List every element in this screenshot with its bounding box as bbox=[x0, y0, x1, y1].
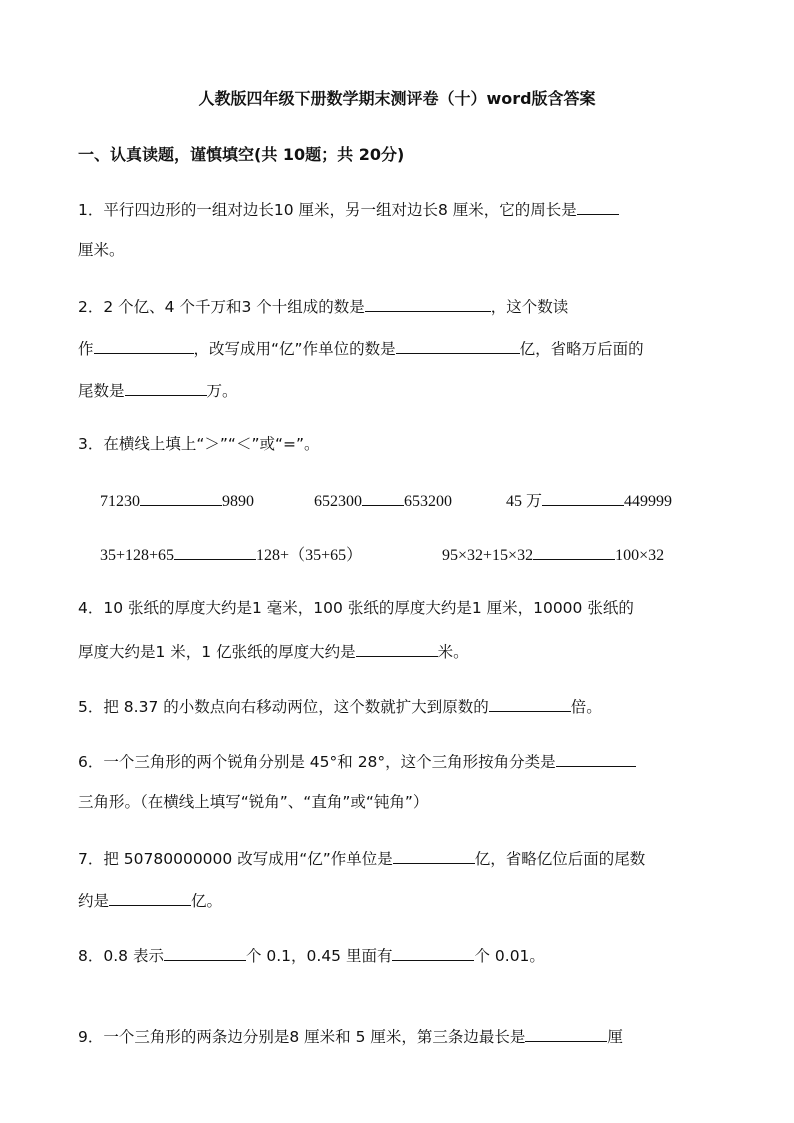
comparison-right: 449999 bbox=[624, 493, 673, 510]
question-3-text: 3．在横线上填上“＞”“＜”或“=”。 bbox=[78, 435, 320, 453]
answer-blank[interactable] bbox=[577, 198, 619, 215]
question-9-text: 厘 bbox=[607, 1028, 623, 1046]
question-2-text: ，改写成用“亿”作单位的数是 bbox=[193, 340, 396, 358]
question-2-text: 万。 bbox=[206, 382, 238, 400]
question-1-text: 1．平行四边形的一组对边长10 厘米，另一组对边长8 厘米，它的周长是 bbox=[78, 201, 577, 219]
comparison-right: 9890 bbox=[222, 493, 254, 510]
comparison-left: 35+128+65 bbox=[100, 547, 175, 564]
question-4-text: 厚度大约是1 米，1 亿张纸的厚度大约是 bbox=[78, 643, 356, 661]
answer-blank[interactable] bbox=[489, 695, 571, 712]
answer-blank[interactable] bbox=[365, 295, 491, 312]
question-4-text: 米。 bbox=[437, 643, 469, 661]
answer-blank[interactable] bbox=[94, 337, 194, 354]
comparison-left: 45 万 bbox=[506, 493, 543, 510]
question-7-line-2 bbox=[78, 889, 222, 911]
question-5-line-1 bbox=[78, 695, 602, 717]
question-2-text: 亿，省略万后面的 bbox=[519, 340, 644, 358]
page-title: 人教版四年级下册数学期末测评卷（十）word版含答案 bbox=[198, 89, 596, 108]
question-1-line-1 bbox=[78, 198, 619, 220]
question-6-text: 三角形。（在横线上填写“锐角”、“直角”或“钝角”） bbox=[78, 793, 429, 811]
question-7-text: 亿，省略亿位后面的尾数 bbox=[474, 850, 646, 868]
question-5-text: 倍。 bbox=[570, 698, 602, 716]
question-1-line-2 bbox=[78, 240, 125, 260]
question-8-text: 8．0.8 表示 bbox=[78, 947, 164, 965]
answer-blank[interactable] bbox=[362, 489, 404, 506]
question-6-text: 6．一个三角形的两个锐角分别是 45°和 28°，这个三角形按角分类是 bbox=[78, 753, 556, 771]
question-7-text: 7．把 50780000000 改写成用“亿”作单位是 bbox=[78, 850, 393, 868]
answer-blank[interactable] bbox=[174, 543, 256, 560]
question-2-text: ，这个数读 bbox=[490, 298, 569, 316]
question-8-line-1 bbox=[78, 944, 545, 966]
answer-blank[interactable] bbox=[533, 543, 615, 560]
question-1-text-end: 厘米。 bbox=[78, 241, 125, 259]
question-5-text: 5．把 8.37 的小数点向右移动两位，这个数就扩大到原数的 bbox=[78, 698, 489, 716]
comparison-item bbox=[506, 489, 672, 512]
comparison-item bbox=[100, 543, 362, 566]
comparison-right: 128+（35+65） bbox=[256, 547, 363, 564]
comparison-item bbox=[314, 489, 452, 512]
question-2-line-3 bbox=[78, 379, 238, 401]
question-3-line-1 bbox=[78, 434, 320, 454]
comparison-right: 100×32 bbox=[615, 547, 665, 564]
answer-blank[interactable] bbox=[392, 944, 474, 961]
answer-blank[interactable] bbox=[542, 489, 624, 506]
comparison-item bbox=[442, 543, 664, 566]
question-8-text: 个 0.01。 bbox=[474, 947, 545, 965]
question-7-line-1 bbox=[78, 847, 645, 869]
question-9-text: 9．一个三角形的两条边分别是8 厘米和 5 厘米，第三条边最长是 bbox=[78, 1028, 526, 1046]
question-7-text: 约是 bbox=[78, 892, 110, 910]
question-2-text: 作 bbox=[78, 340, 94, 358]
question-2-text: 尾数是 bbox=[78, 382, 125, 400]
comparison-left: 71230 bbox=[100, 493, 140, 510]
answer-blank[interactable] bbox=[393, 847, 475, 864]
comparison-left: 95×32+15×32 bbox=[442, 547, 534, 564]
question-4-text: 4．10 张纸的厚度大约是1 毫米，100 张纸的厚度大约是1 厘米，10000 张纸的 bbox=[78, 599, 634, 617]
section-heading: 一、认真读题，谨慎填空(共 10题；共 20分) bbox=[78, 145, 405, 164]
question-8-text: 个 0.1，0.45 里面有 bbox=[245, 947, 393, 965]
comparison-right: 653200 bbox=[404, 493, 452, 510]
answer-blank[interactable] bbox=[525, 1025, 607, 1042]
comparison-left: 652300 bbox=[314, 493, 362, 510]
question-6-line-1 bbox=[78, 750, 636, 772]
question-4-line-1 bbox=[78, 598, 634, 618]
answer-blank[interactable] bbox=[356, 640, 438, 657]
comparison-item bbox=[100, 489, 254, 512]
answer-blank[interactable] bbox=[109, 889, 191, 906]
question-6-line-2 bbox=[78, 792, 428, 812]
answer-blank[interactable] bbox=[396, 337, 520, 354]
question-2-line-1 bbox=[78, 295, 568, 317]
answer-blank[interactable] bbox=[140, 489, 222, 506]
question-2-text: 2．2 个亿、4 个千万和3 个十组成的数是 bbox=[78, 298, 365, 316]
question-7-text: 亿。 bbox=[191, 892, 223, 910]
question-4-line-2 bbox=[78, 640, 469, 662]
answer-blank[interactable] bbox=[125, 379, 207, 396]
question-2-line-2 bbox=[78, 337, 644, 359]
question-9-line-1 bbox=[78, 1025, 623, 1047]
answer-blank[interactable] bbox=[556, 750, 636, 767]
answer-blank[interactable] bbox=[164, 944, 246, 961]
